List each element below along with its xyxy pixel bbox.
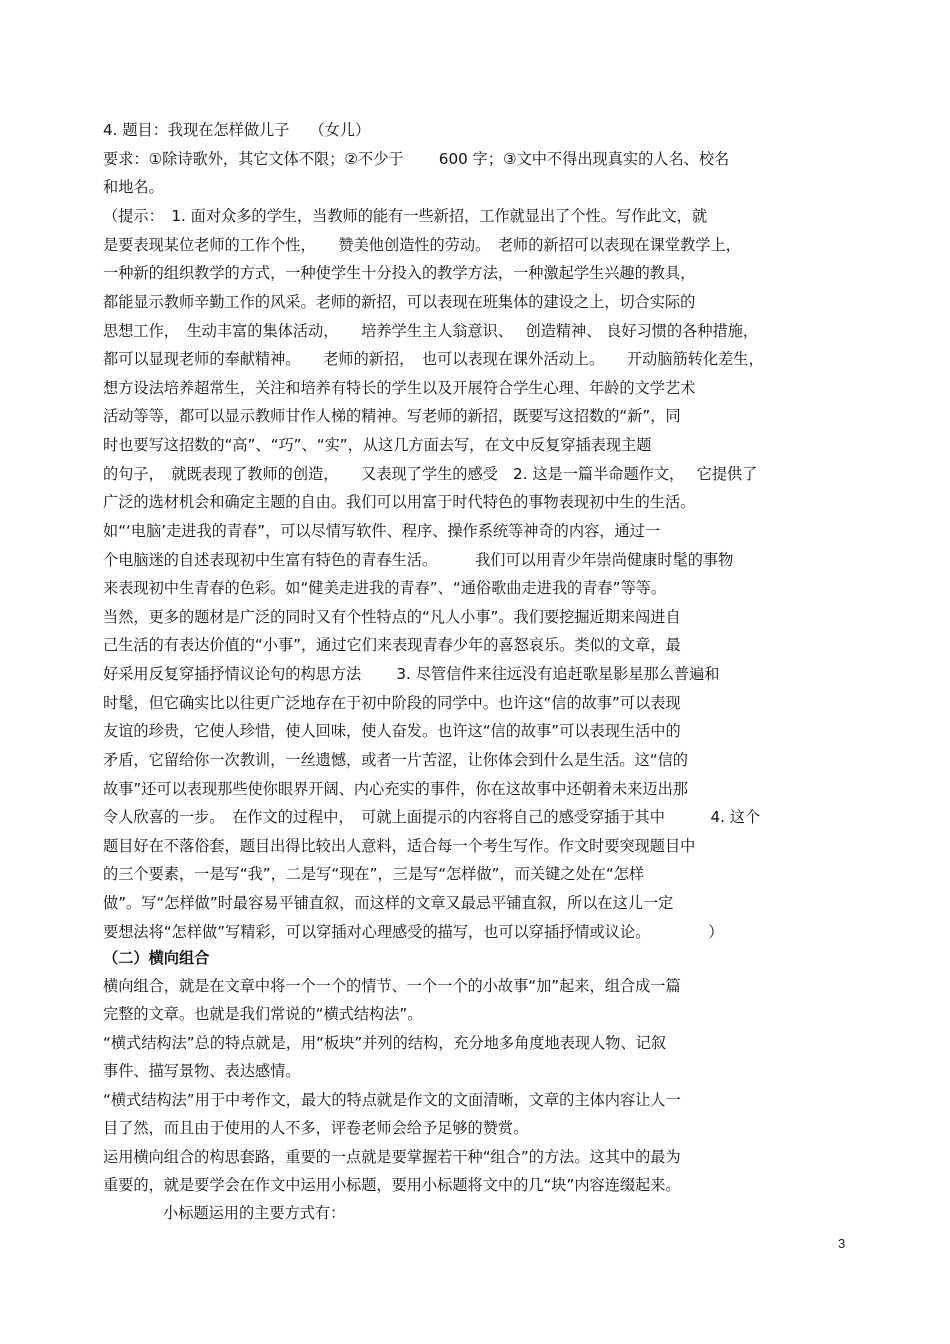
text-line: 都可以显现老师的奉献精神。 老师的新招， 也可以表现在课外活动上。 开动脑筋转化差生， xyxy=(103,350,764,368)
text-line: 要求：①除诗歌外，其它文体不限；②不少于 600 字；③文中不得出现真实的人名、校名 xyxy=(103,150,730,168)
text-line: 和地名。 xyxy=(103,178,164,196)
text-line: 时也要写这招数的“高”、“巧”、“实”，从这几方面去写，在文中反复穿插表现主题 xyxy=(103,436,652,454)
text-line: 广泛的选材机会和确定主题的自由。我们可以用富于时代特色的事物表现初中生的生活。 xyxy=(103,493,696,511)
page-number: 3 xyxy=(838,1236,846,1251)
text-line: 要想法将“怎样做”写精彩，可以穿插对心理感受的描写，也可以穿插抒情或议论。 ） xyxy=(103,923,724,941)
text-line: 令人欣喜的一步。 在作文的过程中， 可就上面提示的内容将自己的感受穿插于其中 4. 这个 xyxy=(103,808,761,826)
text-line: 想方设法培养超常生，关注和培养有特长的学生以及开展符合学生心理、年龄的文学艺术 xyxy=(103,379,696,397)
text-line: 小标题运用的主要方式有： xyxy=(163,1204,346,1222)
text-line: 一种新的组织教学的方式，一种使学生十分投入的教学方法，一种激起学生兴趣的教具， xyxy=(103,264,696,282)
text-line: 个电脑迷的自述表现初中生富有特色的青春生活。 我们可以用青少年崇尚健康时髦的事物 xyxy=(103,551,734,569)
text-line: 目了然，而且由于使用的人不多，评卷老师会给予足够的赞赏。 xyxy=(103,1119,529,1137)
text-line: 如“‘电脑’走进我的青春”，可以尽情写软件、程序、操作系统等神奇的内容，通过一 xyxy=(103,522,660,540)
text-line: 题目好在不落俗套，题目出得比较出人意料，适合每一个考生写作。作文时要突现题目中 xyxy=(103,837,696,855)
text-line: 时髦，但它确实比以往更广泛地存在于初中阶段的同学中。也许这“信的故事”可以表现 xyxy=(103,694,681,712)
text-line: 事件、描写景物、表达感情。 xyxy=(103,1062,301,1080)
text-line: 思想工作， 生动丰富的集体活动， 培养学生主人翁意识、 创造精神、 良好习惯的各种措施， xyxy=(103,322,759,340)
text-line: 来表现初中生青春的色彩。如“健美走进我的青春”、“通俗歌曲走进我的青春”等等。 xyxy=(103,579,667,597)
text-line: 都能显示教师辛勤工作的风采。老师的新招，可以表现在班集体的建设之上，切合实际的 xyxy=(103,293,696,311)
text-line: 当然，更多的题材是广泛的同时又有个性特点的“凡人小事”。我们要挖掘近期来闯进自 xyxy=(103,608,681,626)
text-line: 活动等等，都可以显示教师甘作人梯的精神。写老师的新招，既要写这招数的“新”，同 xyxy=(103,407,681,425)
section-heading: （二）横向组合 xyxy=(103,949,210,967)
text-line: 好采用反复穿插抒情议论句的构思方法 3. 尽管信件来往远没有追赶歌星影星那么普遍和 xyxy=(103,665,720,683)
text-line: 友谊的珍贵，它使人珍惜，使人回味，使人奋发。也许这“信的故事”可以表现生活中的 xyxy=(103,722,681,740)
text-line: 己生活的有表达价值的“小事”，通过它们来表现青春少年的喜怒哀乐。类似的文章，最 xyxy=(103,636,681,654)
text-line: 横向组合，就是在文章中将一个一个的情节、一个一个的小故事“加”起来，组合成一篇 xyxy=(103,977,681,995)
text-line: 的三个要素，一是写“我”，二是写“现在”，三是写“怎样做”，而关键之处在“怎样 xyxy=(103,865,645,883)
text-line: 做”。写“怎样做”时最容易平铺直叙，而这样的文章又最忌平铺直叙，所以在这儿一定 xyxy=(103,894,674,912)
text-line: 的句子， 就既表现了教师的创造， 又表现了学生的感受 2. 这是一篇半命题作文， 它提供了 xyxy=(103,465,758,483)
text-line: （提示： 1. 面对众多的学生，当教师的能有一些新招，工作就显出了个性。写作此文，就 xyxy=(103,207,708,225)
text-line: “横式结构法”用于中考作文，最大的特点就是作文的文面清晰，文章的主体内容让人一 xyxy=(103,1091,681,1109)
topic-title: 4. 题目：我现在怎样做儿子 （女儿） xyxy=(103,121,371,139)
text-line: 完整的文章。也就是我们常说的“横式结构法”。 xyxy=(103,1005,423,1023)
text-line: 故事”还可以表现那些使你眼界开阔、内心充实的事件，你在这故事中还朝着未来迈出那 xyxy=(103,780,688,798)
text-line: 矛盾，它留给你一次教训，一丝遗憾，或者一片苦涩，让你体会到什么是生活。这“信的 xyxy=(103,751,688,769)
text-line: “横式结构法”总的特点就是，用“板块”并列的结构，充分地多角度地表现人物、记叙 xyxy=(103,1034,667,1052)
text-line: 是要表现某位老师的工作个性， 赞美他创造性的劳动。 老师的新招可以表现在课堂教学上， xyxy=(103,236,741,254)
text-line: 运用横向组合的构思套路，重要的一点就是要掌握若干种“组合”的方法。这其中的最为 xyxy=(103,1148,681,1166)
text-line: 重要的，就是要学会在作文中运用小标题，要用小标题将文中的几“块”内容连缀起来。 xyxy=(103,1176,681,1194)
